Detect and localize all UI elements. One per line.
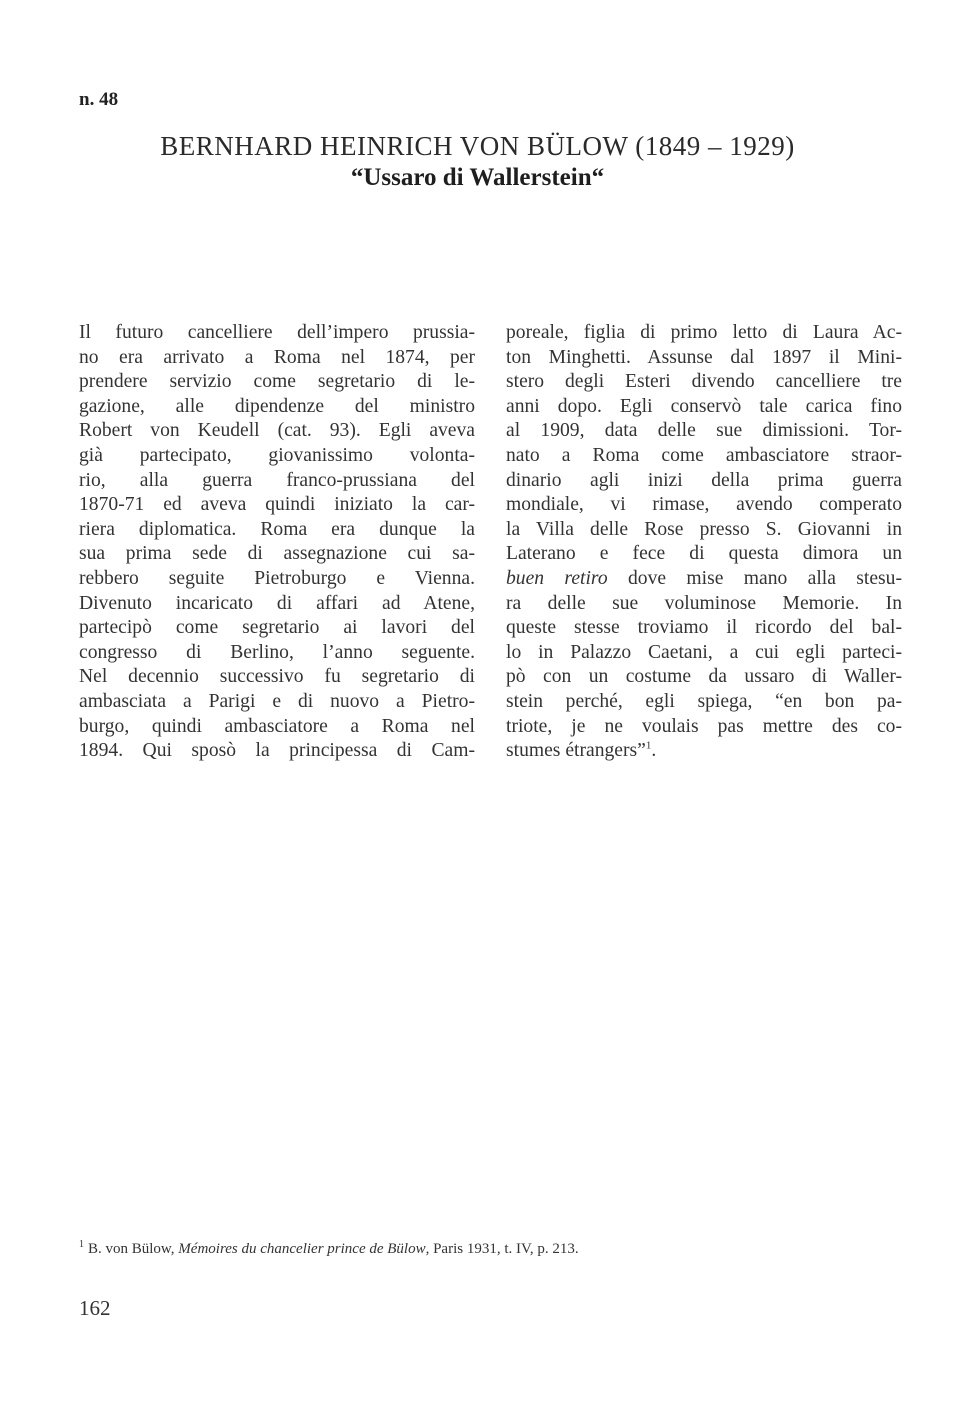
text-fragment: . [651,740,657,762]
footnote [79,1239,579,1258]
text-fragment: dove mise mano alla stesu- [607,567,902,589]
text-line: triote, je ne voulais pas mettre des co- [506,715,902,737]
text-line: la Villa delle Rose presso S. Giovanni in [506,518,902,540]
footnote-mark: 1 [79,1239,84,1250]
text-line: partecipò come segretario ai lavori del [79,617,475,639]
catalog-number: n. 48 [79,89,119,110]
page-subtitle: “Ussaro di Wallerstein“ [350,164,605,191]
text-column-left [79,321,475,764]
text-line: 1870-71 ed aveva quindi iniziato la car- [79,494,475,516]
footnote-work-title: Mémoires du chancelier prince de Bülow [178,1241,426,1257]
text-line: prendere servizio come segretario di le- [79,371,475,393]
text-line: Robert von Keudell (cat. 93). Egli aveva [79,420,475,442]
text-line: stero degli Esteri divendo cancelliere tre [506,371,902,393]
text-line: Divenuto incaricato di affari ad Atene, [79,592,475,614]
text-line: dinario agli inizi della prima guerra [506,469,902,491]
footnote-author: B. von Bülow, [88,1241,179,1257]
text-line: burgo, quindi ambasciatore a Roma nel [79,715,475,737]
text-line: sua prima sede di assegnazione cui sa- [79,543,475,565]
text-line [506,739,902,764]
text-line: nato a Roma come ambasciatore straor- [506,444,902,466]
footnote-reference[interactable]: 1 [645,739,652,752]
text-line: 1894. Qui sposò la principessa di Cam- [79,740,475,762]
text-line: ton Minghetti. Assunse dal 1897 il Mini- [506,346,902,368]
text-line: Il futuro cancelliere dell’impero prussia- [79,322,475,343]
page-title: BERNHARD HEINRICH VON BÜLOW (1849 – 1929) [160,131,795,161]
text-line: lo in Palazzo Caetani, a cui egli parteci- [506,641,902,663]
text-line: Nel decennio successivo fu segretario di [79,666,475,688]
text-line: riera diplomatica. Roma era dunque la [79,518,475,540]
text-line: queste stesse troviamo il ricordo del bal- [506,617,902,639]
text-line: pò con un costume da ussaro di Waller- [506,666,902,688]
text-line: già partecipato, giovanissimo volonta- [79,444,475,466]
text-line: rio, alla guerra franco-prussiana del [79,469,475,491]
text-line: no era arrivato a Roma nel 1874, per [79,346,475,368]
text-line: al 1909, data delle sue dimissioni. Tor- [506,420,902,442]
text-line: ambasciata a Parigi e di nuovo a Pietro- [79,690,475,712]
text-fragment: stumes étrangers” [506,740,646,762]
page-number: 162 [79,1296,111,1320]
text-line: poreale, figlia di primo letto di Laura Ac- [506,322,902,343]
text-line: gazione, alle dipendenze del ministro [79,395,475,417]
text-column-right [506,321,902,764]
italic-phrase: buen retiro [506,567,608,589]
text-line: stein perché, egli spiega, “en bon pa- [506,690,902,712]
text-line: mondiale, vi rimase, avendo comperato [506,494,902,516]
text-line: anni dopo. Egli conservò tale carica fino [506,395,902,417]
text-line: congresso di Berlino, l’anno seguente. [79,641,475,663]
text-line: rebbero seguite Pietroburgo e Vienna. [79,567,475,589]
text-line [506,567,902,592]
text-line: Laterano e fece di questa dimora un [506,543,902,565]
footnote-details: , Paris 1931, t. IV, p. 213. [425,1241,579,1257]
text-line: ra delle sue voluminose Memorie. In [506,592,902,614]
